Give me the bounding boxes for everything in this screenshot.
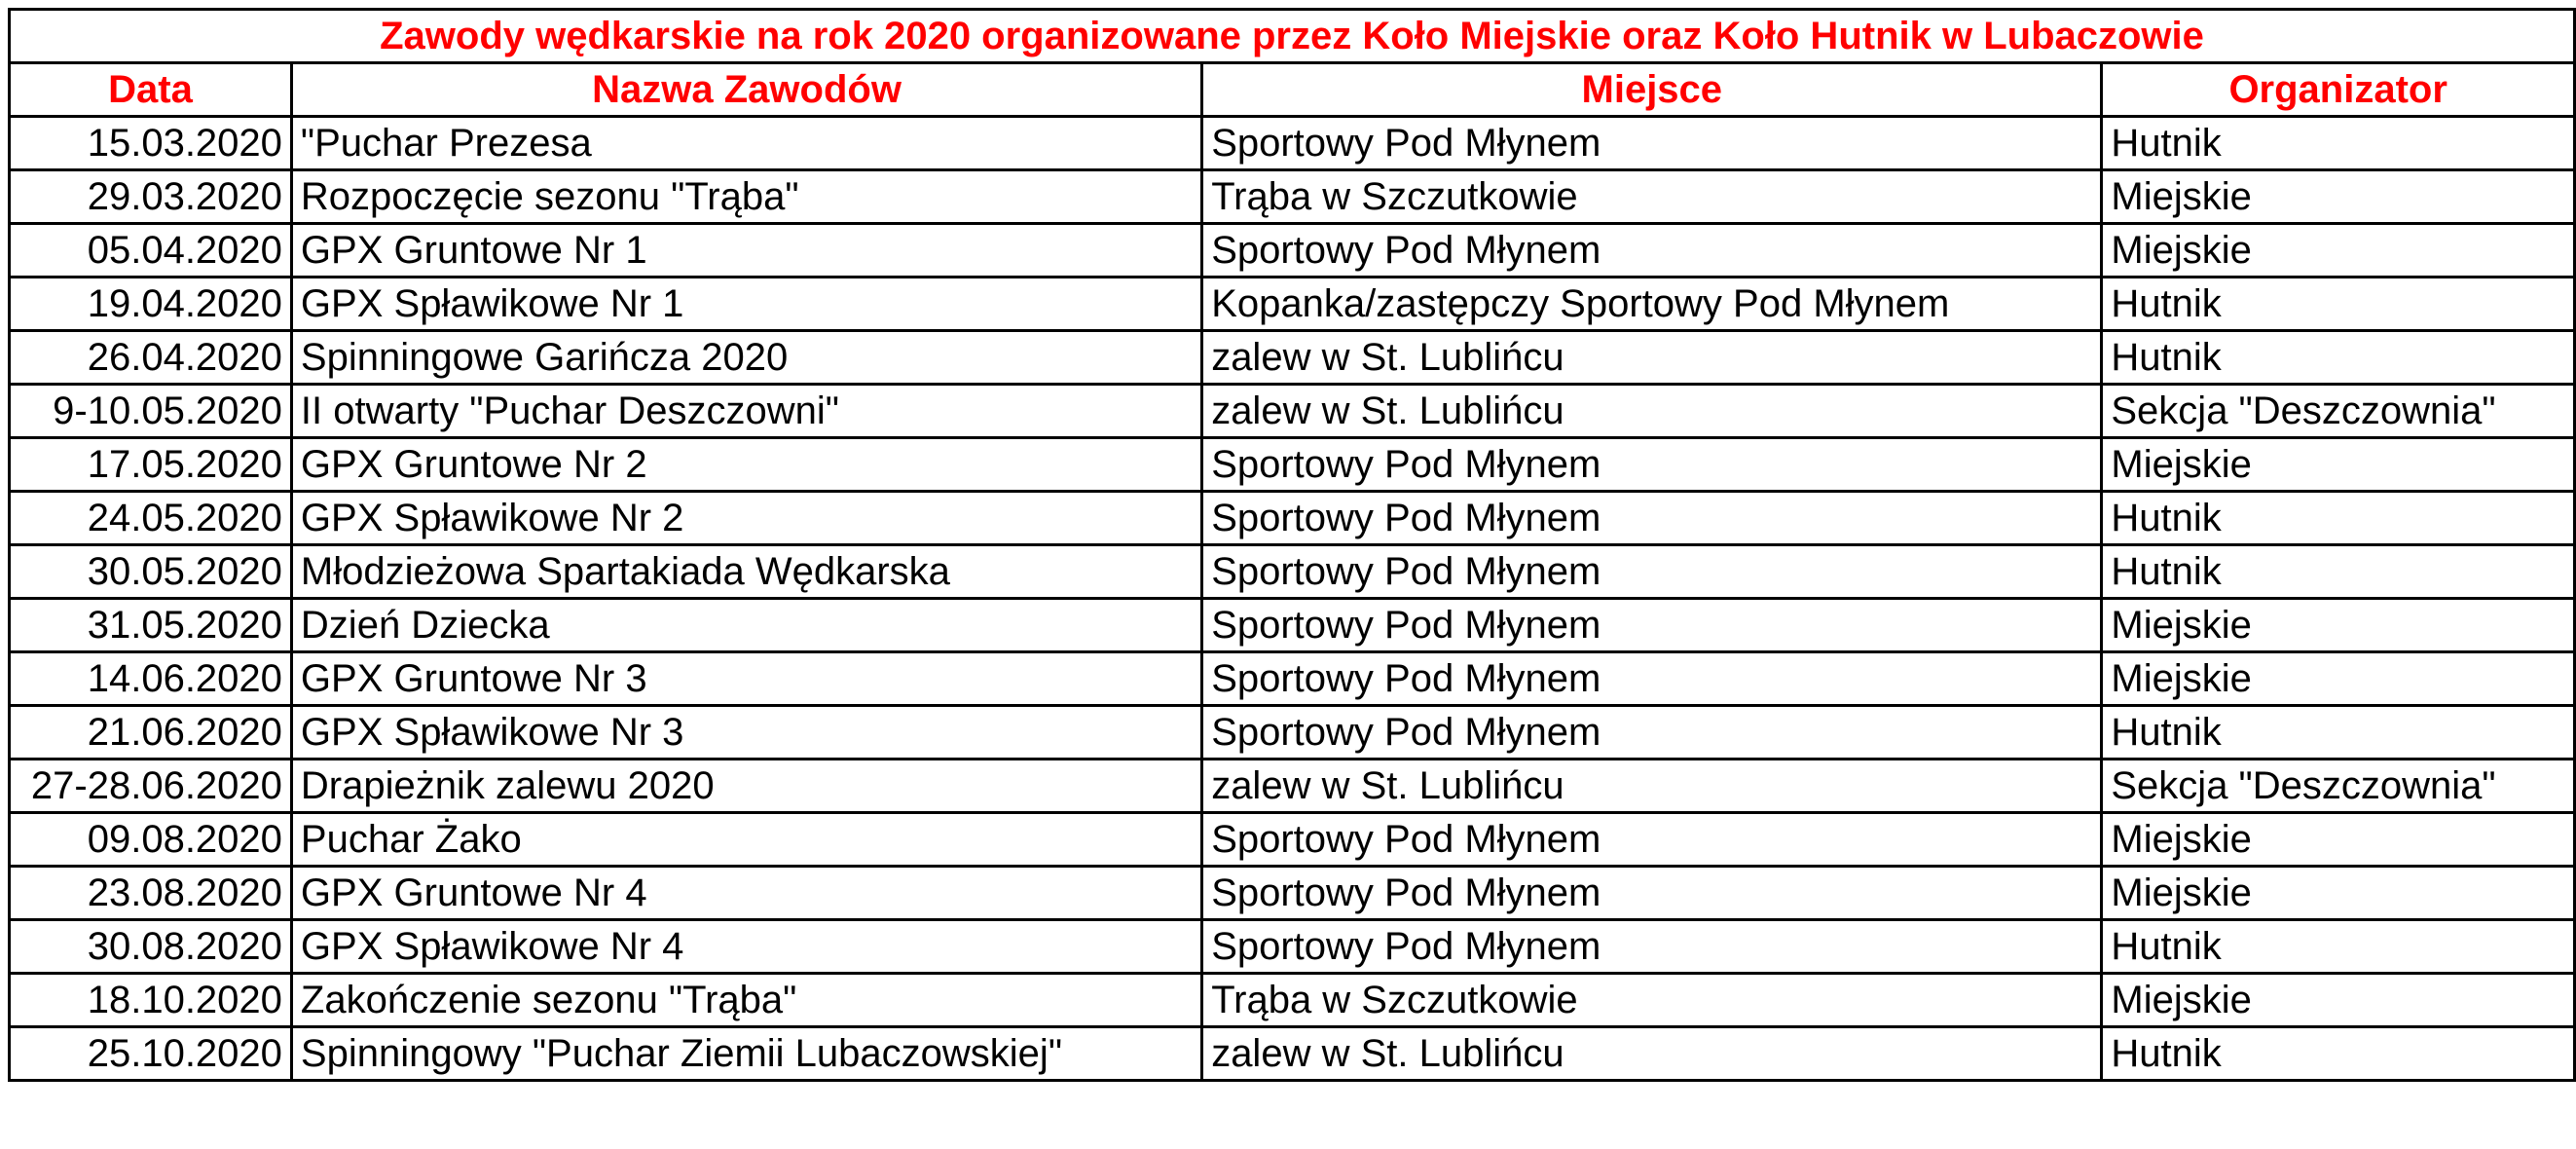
cell-organizer: Miejskie <box>2102 652 2575 706</box>
cell-organizer: Miejskie <box>2102 974 2575 1027</box>
cell-organizer: Hutnik <box>2102 920 2575 974</box>
table-row <box>10 652 2575 706</box>
cell-organizer: Miejskie <box>2102 599 2575 652</box>
cell-organizer: Miejskie <box>2102 867 2575 920</box>
cell-event-name: Rozpoczęcie sezonu "Trąba" <box>291 170 1201 224</box>
cell-place: Trąba w Szczutkowie <box>1202 170 2102 224</box>
column-header-name: Nazwa Zawodów <box>291 63 1201 117</box>
cell-place: Sportowy Pod Młynem <box>1202 652 2102 706</box>
cell-place: zalew w St. Lublińcu <box>1202 1027 2102 1081</box>
cell-date: 15.03.2020 <box>10 117 292 170</box>
cell-date: 9-10.05.2020 <box>10 385 292 438</box>
cell-date: 29.03.2020 <box>10 170 292 224</box>
cell-event-name: GPX Spławikowe Nr 1 <box>291 278 1201 331</box>
table-row <box>10 331 2575 385</box>
cell-organizer: Hutnik <box>2102 1027 2575 1081</box>
cell-date: 30.08.2020 <box>10 920 292 974</box>
cell-organizer: Miejskie <box>2102 170 2575 224</box>
table-row <box>10 920 2575 974</box>
cell-date: 21.06.2020 <box>10 706 292 760</box>
table-row <box>10 867 2575 920</box>
table-row <box>10 974 2575 1027</box>
cell-date: 31.05.2020 <box>10 599 292 652</box>
cell-date: 26.04.2020 <box>10 331 292 385</box>
cell-organizer: Miejskie <box>2102 224 2575 278</box>
cell-organizer: Sekcja "Deszczownia" <box>2102 385 2575 438</box>
title-row <box>10 10 2575 63</box>
table-row <box>10 813 2575 867</box>
column-header-organizer: Organizator <box>2102 63 2575 117</box>
cell-event-name: Puchar Żako <box>291 813 1201 867</box>
cell-date: 09.08.2020 <box>10 813 292 867</box>
cell-organizer: Hutnik <box>2102 117 2575 170</box>
cell-event-name: GPX Spławikowe Nr 3 <box>291 706 1201 760</box>
cell-organizer: Hutnik <box>2102 278 2575 331</box>
table-row <box>10 492 2575 545</box>
cell-date: 30.05.2020 <box>10 545 292 599</box>
cell-event-name: GPX Gruntowe Nr 4 <box>291 867 1201 920</box>
cell-date: 19.04.2020 <box>10 278 292 331</box>
cell-place: Sportowy Pod Młynem <box>1202 867 2102 920</box>
cell-place: Sportowy Pod Młynem <box>1202 706 2102 760</box>
table-title: Zawody wędkarskie na rok 2020 organizowane przez Koło Miejskie oraz Koło Hutnik w Lubaczowie <box>10 10 2575 63</box>
cell-organizer: Hutnik <box>2102 706 2575 760</box>
cell-date: 14.06.2020 <box>10 652 292 706</box>
cell-place: Kopanka/zastępczy Sportowy Pod Młynem <box>1202 278 2102 331</box>
column-header-date: Data <box>10 63 292 117</box>
cell-place: Sportowy Pod Młynem <box>1202 224 2102 278</box>
table-row <box>10 706 2575 760</box>
cell-place: Sportowy Pod Młynem <box>1202 813 2102 867</box>
cell-event-name: Drapieżnik zalewu 2020 <box>291 760 1201 813</box>
cell-organizer: Hutnik <box>2102 492 2575 545</box>
cell-date: 05.04.2020 <box>10 224 292 278</box>
cell-date: 18.10.2020 <box>10 974 292 1027</box>
cell-place: Sportowy Pod Młynem <box>1202 492 2102 545</box>
cell-place: Sportowy Pod Młynem <box>1202 438 2102 492</box>
cell-event-name: Spinningowe Garińcza 2020 <box>291 331 1201 385</box>
cell-organizer: Hutnik <box>2102 545 2575 599</box>
cell-organizer: Hutnik <box>2102 331 2575 385</box>
cell-event-name: Młodzieżowa Spartakiada Wędkarska <box>291 545 1201 599</box>
cell-place: Sportowy Pod Młynem <box>1202 920 2102 974</box>
cell-event-name: "Puchar Prezesa <box>291 117 1201 170</box>
cell-place: zalew w St. Lublińcu <box>1202 331 2102 385</box>
table-row <box>10 545 2575 599</box>
cell-place: Sportowy Pod Młynem <box>1202 599 2102 652</box>
cell-place: zalew w St. Lublińcu <box>1202 760 2102 813</box>
table-row <box>10 117 2575 170</box>
cell-place: Trąba w Szczutkowie <box>1202 974 2102 1027</box>
cell-place: Sportowy Pod Młynem <box>1202 545 2102 599</box>
cell-date: 23.08.2020 <box>10 867 292 920</box>
cell-organizer: Sekcja "Deszczownia" <box>2102 760 2575 813</box>
table-row <box>10 1027 2575 1081</box>
table-row <box>10 278 2575 331</box>
column-header-place: Miejsce <box>1202 63 2102 117</box>
cell-event-name: GPX Spławikowe Nr 4 <box>291 920 1201 974</box>
cell-date: 25.10.2020 <box>10 1027 292 1081</box>
cell-organizer: Miejskie <box>2102 813 2575 867</box>
table-row <box>10 385 2575 438</box>
cell-event-name: Dzień Dziecka <box>291 599 1201 652</box>
cell-event-name: GPX Gruntowe Nr 1 <box>291 224 1201 278</box>
cell-date: 17.05.2020 <box>10 438 292 492</box>
cell-event-name: GPX Gruntowe Nr 2 <box>291 438 1201 492</box>
cell-event-name: II otwarty "Puchar Deszczowni" <box>291 385 1201 438</box>
cell-date: 24.05.2020 <box>10 492 292 545</box>
cell-organizer: Miejskie <box>2102 438 2575 492</box>
table-row <box>10 224 2575 278</box>
cell-event-name: Zakończenie sezonu "Trąba" <box>291 974 1201 1027</box>
cell-event-name: Spinningowy "Puchar Ziemii Lubaczowskiej" <box>291 1027 1201 1081</box>
cell-place: zalew w St. Lublińcu <box>1202 385 2102 438</box>
table-body <box>10 117 2575 1081</box>
cell-date: 27-28.06.2020 <box>10 760 292 813</box>
cell-event-name: GPX Spławikowe Nr 2 <box>291 492 1201 545</box>
cell-place: Sportowy Pod Młynem <box>1202 117 2102 170</box>
schedule-table <box>8 8 2576 1082</box>
table-row <box>10 438 2575 492</box>
table-row <box>10 599 2575 652</box>
table-row <box>10 170 2575 224</box>
table-row <box>10 760 2575 813</box>
header-row <box>10 63 2575 117</box>
cell-event-name: GPX Gruntowe Nr 3 <box>291 652 1201 706</box>
